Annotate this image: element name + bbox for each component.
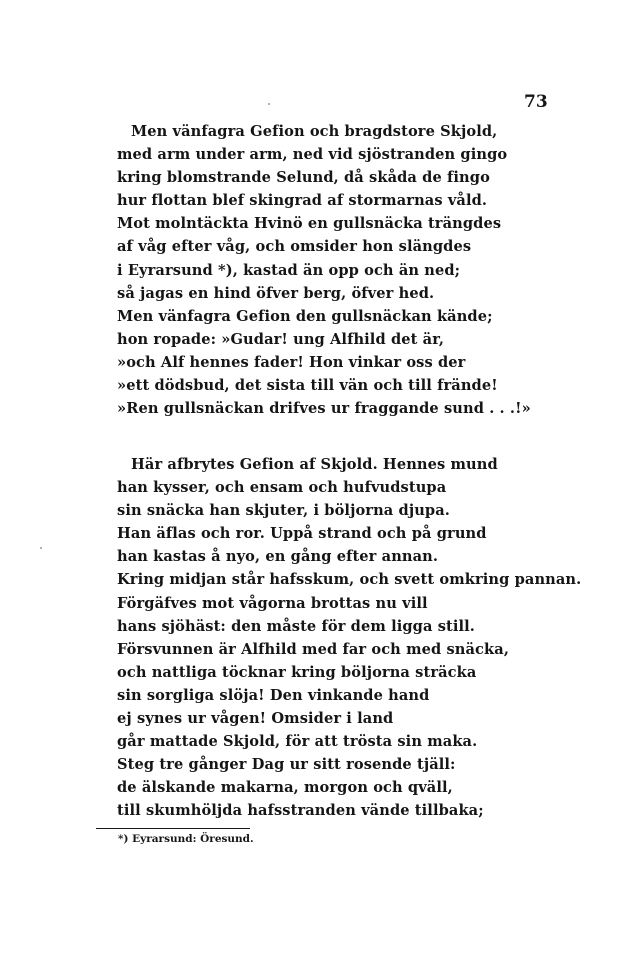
poem-line: och nattliga töcknar kring böljorna sträcka xyxy=(117,663,477,681)
poem-line: Förgäfves mot vågorna brottas nu vill xyxy=(117,594,428,612)
poem-line: Men vänfagra Gefion den gullsnäckan kände; xyxy=(117,307,493,325)
poem-line: Här afbrytes Gefion af Skjold. Hennes mund xyxy=(131,456,498,473)
poem-line: sin snäcka han skjuter, i böljorna djupa. xyxy=(117,502,450,520)
poem-line: »Ren gullsnäckan drifves ur fraggande sund . . .!» xyxy=(117,400,531,418)
poem-line: Försvunnen är Alfhild med far och med snäcka, xyxy=(117,640,509,658)
footnote: *) Eyrarsund: Öresund. xyxy=(118,833,254,845)
poem-line: Men vänfagra Gefion och bragdstore Skjold, xyxy=(131,123,498,140)
poem-line: sin sorgliga slöja! Den vinkande hand xyxy=(117,686,430,704)
poem-line: »ett dödsbud, det sista till vän och till frände! xyxy=(117,377,498,395)
poem-line: af våg efter våg, och omsider hon slängdes xyxy=(117,238,472,256)
poem-line: hans sjöhäst: den måste för dem ligga still. xyxy=(117,617,475,635)
paper-speck xyxy=(268,103,270,105)
poem-line: hon ropade: »Gudar! ung Alfhild det är, xyxy=(117,330,445,348)
poem-line: hur flottan blef skingrad af stormarnas våld. xyxy=(117,192,488,210)
poem-line: går mattade Skjold, för att trösta sin maka. xyxy=(117,733,478,751)
poem-line: i Eyrarsund *), kastad än opp och än ned; xyxy=(117,261,461,279)
poem-line: Kring midjan står hafsskum, och svett omkring pannan. xyxy=(117,571,582,589)
poem-line: Mot molntäckta Hvinö en gullsnäcka trängdes xyxy=(117,215,502,233)
poem-stanza-1 xyxy=(117,120,531,420)
paper-speck xyxy=(40,547,42,549)
poem-line: kring blomstrande Selund, då skåda de fingo xyxy=(117,169,490,187)
poem-line: »och Alf hennes fader! Hon vinkar oss der xyxy=(117,353,466,371)
poem-line: ej synes ur vågen! Omsider i land xyxy=(117,710,394,728)
poem-line: Steg tre gånger Dag ur sitt rosende tjäll: xyxy=(117,756,456,774)
poem-line: med arm under arm, ned vid sjöstranden gingo xyxy=(117,146,508,164)
page-number: 73 xyxy=(524,92,548,112)
poem-line: han kastas å nyo, en gång efter annan. xyxy=(117,548,439,566)
poem-line: till skumhöljda hafsstranden vände tillbaka; xyxy=(117,802,484,820)
poem-line: de älskande makarna, morgon och qväll, xyxy=(117,779,453,797)
poem-line: han kysser, och ensam och hufvudstupa xyxy=(117,479,447,497)
poem-stanza-2 xyxy=(117,453,581,823)
poem-line: Han äflas och ror. Uppå strand och på grund xyxy=(117,525,487,543)
footnote-divider xyxy=(96,828,250,829)
poem-line: så jagas en hind öfver berg, öfver hed. xyxy=(117,284,435,302)
